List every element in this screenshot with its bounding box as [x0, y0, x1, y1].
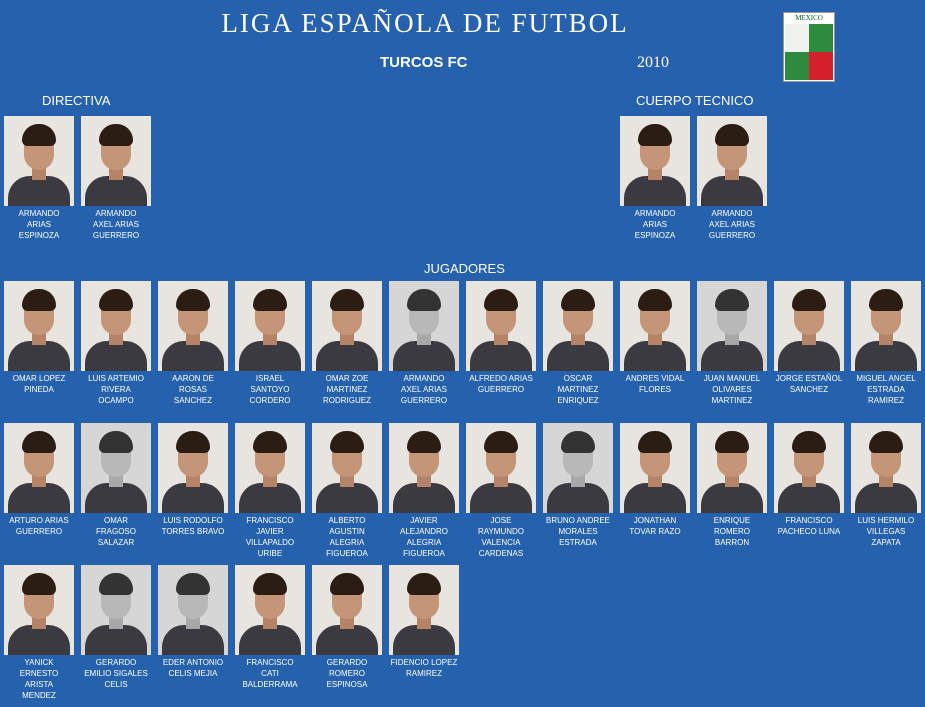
person-name: BRUNO ANDREE MORALES ESTRADA — [545, 516, 610, 547]
person-name: ARMANDO ARIAS ESPINOZA — [18, 209, 60, 240]
jugador-card — [466, 281, 536, 395]
section-cuerpo-tecnico: CUERPO TECNICO — [636, 93, 754, 108]
crest-ball-quadrant — [785, 52, 809, 80]
portrait-photo — [620, 116, 690, 206]
page-title: LIGA ESPAÑOLA DE FUTBOL — [221, 8, 629, 38]
person-name: LUIS HERMILO VILLEGAS ZAPATA — [857, 516, 915, 547]
jugador-card — [4, 423, 74, 537]
jugador-card — [235, 423, 305, 559]
portrait-photo — [543, 281, 613, 371]
portrait-photo — [774, 423, 844, 513]
portrait-photo — [620, 423, 690, 513]
person-name: OMAR LOPEZ PINEDA — [12, 374, 66, 394]
portrait-photo — [81, 565, 151, 655]
portrait-photo — [81, 281, 151, 371]
jugador-card — [851, 423, 921, 548]
person-name: GERARDO EMILIO SIGALES CELIS — [84, 658, 148, 689]
person-name: JAVIER ALEJANDRO ALEGRIA FIGUEROA — [399, 516, 448, 558]
jugador-card — [81, 423, 151, 548]
portrait-photo — [158, 423, 228, 513]
team-crest — [783, 12, 835, 82]
person-name: YANICK ERNESTO ARISTA MENDEZ — [19, 658, 59, 700]
jugador-card — [235, 281, 305, 406]
jugador-card — [4, 281, 74, 395]
portrait-photo — [4, 116, 74, 206]
season-year: 2010 — [637, 54, 669, 71]
section-jugadores: JUGADORES — [424, 261, 505, 276]
person-name: EDER ANTONIO CELIS MEJIA — [162, 658, 224, 678]
person-name: OMAR FRAGOSO SALAZAR — [95, 516, 136, 547]
person-name: FRANCISCO JAVIER VILLAPALDO URIBE — [245, 516, 295, 558]
portrait-photo — [851, 423, 921, 513]
portrait-photo — [697, 116, 767, 206]
jugador-card — [389, 565, 459, 679]
jugador-card — [81, 281, 151, 406]
crest-label: MEXICO — [795, 14, 823, 22]
portrait-photo — [697, 423, 767, 513]
portrait-photo — [312, 281, 382, 371]
portrait-photo — [81, 423, 151, 513]
jugador-card — [697, 281, 767, 406]
jugador-card — [620, 281, 690, 395]
person-name: OSCAR MARTINEZ ENRIQUEZ — [557, 374, 599, 405]
portrait-photo — [81, 116, 151, 206]
person-name: OMAR ZOE MARTINEZ RODRIGUEZ — [323, 374, 371, 405]
portrait-photo — [235, 423, 305, 513]
portrait-photo — [466, 281, 536, 371]
jugador-card — [389, 281, 459, 406]
jugador-card — [389, 423, 459, 559]
portrait-photo — [620, 281, 690, 371]
jugador-card — [620, 423, 690, 537]
directiva-card — [81, 116, 151, 241]
person-name: ANDRES VIDAL FLORES — [625, 374, 685, 394]
jugador-card — [312, 423, 382, 559]
person-name: MIGUEL ANGEL ESTRADA RAMIREZ — [856, 374, 916, 405]
portrait-photo — [697, 281, 767, 371]
cuerpo-tecnico-card — [697, 116, 767, 241]
cuerpo-tecnico-card — [620, 116, 690, 241]
jugador-card — [158, 423, 228, 537]
portrait-photo — [389, 281, 459, 371]
person-name: ISRAEL SANTOYO CORDERO — [249, 374, 291, 405]
jugador-card — [235, 565, 305, 690]
jugador-card — [543, 281, 613, 406]
jugador-card — [158, 565, 228, 679]
portrait-photo — [4, 281, 74, 371]
portrait-photo — [389, 423, 459, 513]
person-name: ALBERTO AGUSTIN ALEGRIA FIGUEROA — [326, 516, 368, 558]
crest-lion-quadrant — [809, 52, 833, 80]
person-name: ARTURO ARIAS GUERRERO — [9, 516, 69, 536]
portrait-photo — [543, 423, 613, 513]
jugador-card — [543, 423, 613, 548]
jugador-card — [774, 281, 844, 395]
crest-ball-quadrant — [809, 24, 833, 52]
jugador-card — [697, 423, 767, 548]
portrait-photo — [158, 281, 228, 371]
person-name: FRANCISCO PACHECO LUNA — [777, 516, 841, 536]
person-name: ENRIQUE ROMERO BARRON — [713, 516, 751, 547]
person-name: JONATHAN TOVAR RAZO — [629, 516, 681, 536]
jugador-card — [81, 565, 151, 690]
person-name: GERARDO ROMERO ESPINOSA — [326, 658, 368, 689]
portrait-photo — [4, 565, 74, 655]
portrait-photo — [235, 281, 305, 371]
jugador-card — [466, 423, 536, 559]
person-name: AARON DE ROSAS SANCHEZ — [172, 374, 214, 405]
directiva-card — [4, 116, 74, 241]
portrait-photo — [851, 281, 921, 371]
jugador-card — [312, 565, 382, 690]
team-name: TURCOS FC — [380, 54, 468, 71]
section-directiva: DIRECTIVA — [42, 93, 111, 108]
person-name: JORGE ESTAÑOL SANCHEZ — [775, 374, 843, 394]
person-name: LUIS ARTEMIO RIVERA OCAMPO — [88, 374, 144, 405]
person-name: FIDENCIO LOPEZ RAMIREZ — [390, 658, 458, 678]
person-name: ARMANDO AXEL ARIAS GUERRERO — [708, 209, 756, 240]
jugador-card — [312, 281, 382, 406]
jugador-card — [4, 565, 74, 701]
person-name: ARMANDO AXEL ARIAS GUERRERO — [92, 209, 140, 240]
portrait-photo — [158, 565, 228, 655]
portrait-photo — [4, 423, 74, 513]
person-name: JOSE RAYMUNDO VALENCIA CARDENAS — [477, 516, 525, 558]
jugador-card — [158, 281, 228, 406]
crest-eagle-quadrant — [785, 24, 809, 52]
portrait-photo — [389, 565, 459, 655]
person-name: FRANCISCO CATI BALDERRAMA — [242, 658, 298, 689]
person-name: ARMANDO ARIAS ESPINOZA — [634, 209, 676, 240]
jugador-card — [851, 281, 921, 406]
portrait-photo — [774, 281, 844, 371]
person-name: ALFREDO ARIAS GUERRERO — [469, 374, 533, 394]
portrait-photo — [312, 423, 382, 513]
portrait-photo — [235, 565, 305, 655]
portrait-photo — [466, 423, 536, 513]
person-name: LUIS RODOLFO TORRES BRAVO — [161, 516, 225, 536]
person-name: JUAN MANUEL OLIVARES MARTINEZ — [703, 374, 761, 405]
person-name: ARMANDO AXEL ARIAS GUERRERO — [400, 374, 448, 405]
jugador-card — [774, 423, 844, 537]
portrait-photo — [312, 565, 382, 655]
